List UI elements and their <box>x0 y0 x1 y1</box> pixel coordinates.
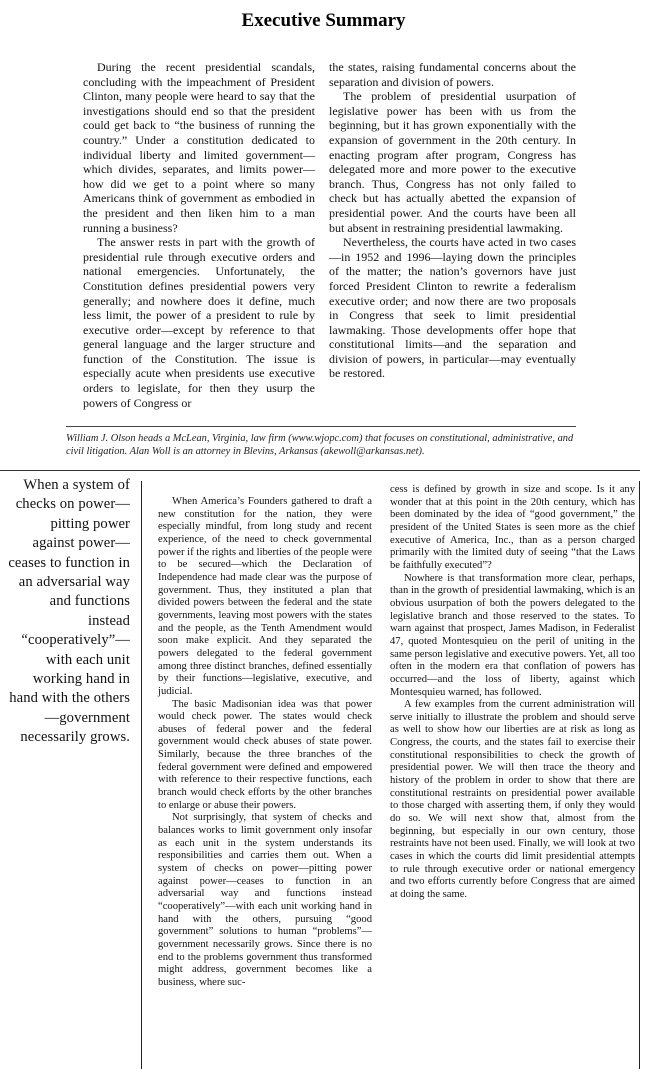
section-divider <box>0 470 640 471</box>
body-paragraph: The basic Madisonian idea was that power would check power. The states would check abuses of federal power and the federal government would check abuses of state power. Similarly, because the three branches of the federal government were defined and empowered with reference to their respective functions, each branch would check efforts by the other branches to enlarge or abuse their powers. <box>158 698 372 811</box>
summary-paragraph: The problem of presidential usurpation of legislative power has been with us from the beginning, but it has grown exponentially with the expansion of government in the 20th century. In enacting program after program, Congress has delegated more and more power to the executive branch. Thus, Congress has not only failed to check but has actually abetted the expansion of presidential power. And the courts have been all but absent in restraining presidential lawmaking. <box>329 89 576 235</box>
column-rule-left <box>141 481 142 1069</box>
summary-column-1 <box>83 60 315 410</box>
body-paragraph: Not surprisingly, that system of checks and balances works to limit government only insofar as each unit in the system understands its responsibilities and carries them out. When a system of checks on power—pitting power against power—ceases to function in an adversarial way and functions instead “cooperatively”—with each unit working hand in hand with the others, pursuing “good government” solutions to human “problems”—government necessarily grows. Since there is no end to the problems government thus transformed might address, government becomes like a business, where suc- <box>158 812 372 988</box>
body-paragraph: When America’s Founders gathered to draft a new constitution for the nation, they were especially mindful, from long study and recent experience, of the need to check governmental power if the rights and liberties of the people were to be secured—which the Declaration of Independence had made clear was the purpose of government. Thus, they instituted a plan that divided powers between the federal and the state governments, leaving most powers with the states and the people, as the Tenth Amendment would soon make explicit. And they separated the powers delegated to the federal government among three distinct branches, defined essentially by their functions—legislative, executive, and judicial. <box>158 496 372 697</box>
body-paragraph: Nowhere is that transformation more clear, perhaps, than in the growth of presidential lawmaking, which is an obvious usurpation of both the powers delegated to the legislative branch and those reserved to the states. To warn against that prospect, James Madison, in Federalist 47, quoted Montesquieu on the peril of uniting in the same person legislative and executive powers. Yet, all too often in the modern era that conflation of powers has occurred—and the loss of liberty, against which Montesquieu warned, has followed. <box>390 572 635 698</box>
pull-quote: When a system of checks on power—pitting power against power—ceases to function in an adversarial way and functions instead “cooperatively”—with each unit working hand in hand with the others—government necessarily grows. <box>8 477 130 746</box>
page-title: Executive Summary <box>241 10 406 31</box>
column-rule-right <box>639 481 640 1069</box>
author-note: William J. Olson heads a McLean, Virginia, law firm (www.wjopc.com) that focuses on constitutional, administrative, and civil litigation. Alan Woll is an attorney in Blevins, Arkansas (akewoll@arkansas.net). <box>66 433 574 457</box>
body-column-1 <box>158 496 372 990</box>
summary-column-2 <box>329 60 576 381</box>
body-paragraph: cess is defined by growth in size and scope. Is it any wonder that at this point in the 20th century, which has been dominated by the idea of “good government,” the president of the United States is seen more as the chief executive of America, Inc., than as a person charged primarily with the limited duty of seeing “that the Laws be faithfully executed”? <box>390 484 635 571</box>
summary-divider <box>66 426 576 427</box>
summary-paragraph: the states, raising fundamental concerns about the separation and division of powers. <box>329 60 576 89</box>
summary-paragraph: The answer rests in part with the growth of presidential rule through executive orders and national emergencies. Unfortunately, the Constitution defines presidential powers very generally; and nowhere does it define, much less limit, the power of a president to rule by executive order—except by reference to that general language and the larger structure and function of the Constitution. The issue is especially acute when presidents use executive orders to legislate, for then they usurp the powers of Congress or <box>83 235 315 410</box>
body-column-2 <box>390 484 635 902</box>
summary-paragraph: During the recent presidential scandals, concluding with the impeachment of President Clinton, many people were heard to say that the investigations should end so that the president could get back to “the business of running the country.” Under a constitution dedicated to individual liberty and limited government—which divides, separates, and limits power—how did we get to a point where so many Americans think of government as embodied in the president and then liken him to a man running a business? <box>83 60 315 235</box>
body-paragraph: A few examples from the current administration will serve initially to illustrate the problem and should serve as well to show how our liberties are at risk as long as Congress, the courts, and the states fail to exercise their constitutional responsibilities to check the growth of presidential power. We will then trace the theory and history of the problem in order to show that there are constitutional restraints on presidential power available to those charged with asserting them, if only they would do so. We will next show that, almost from the beginning, but especially in our own century, those restraints have not been used. Finally, we will look at two cases in which the courts did limit presidential attempts to rule through executive order or national emergency and two efforts currently before Congress that are aimed at doing the same. <box>390 699 635 900</box>
summary-paragraph: Nevertheless, the courts have acted in two cases—in 1952 and 1996—laying down the principles of the matter; the nation’s governors have just forced President Clinton to rewrite a federalism executive order; and now there are two proposals in Congress that seek to limit presidential lawmaking. Those developments offer hope that constitutional limits—and the separation and division of powers, in particular—may eventually be restored. <box>329 235 576 381</box>
